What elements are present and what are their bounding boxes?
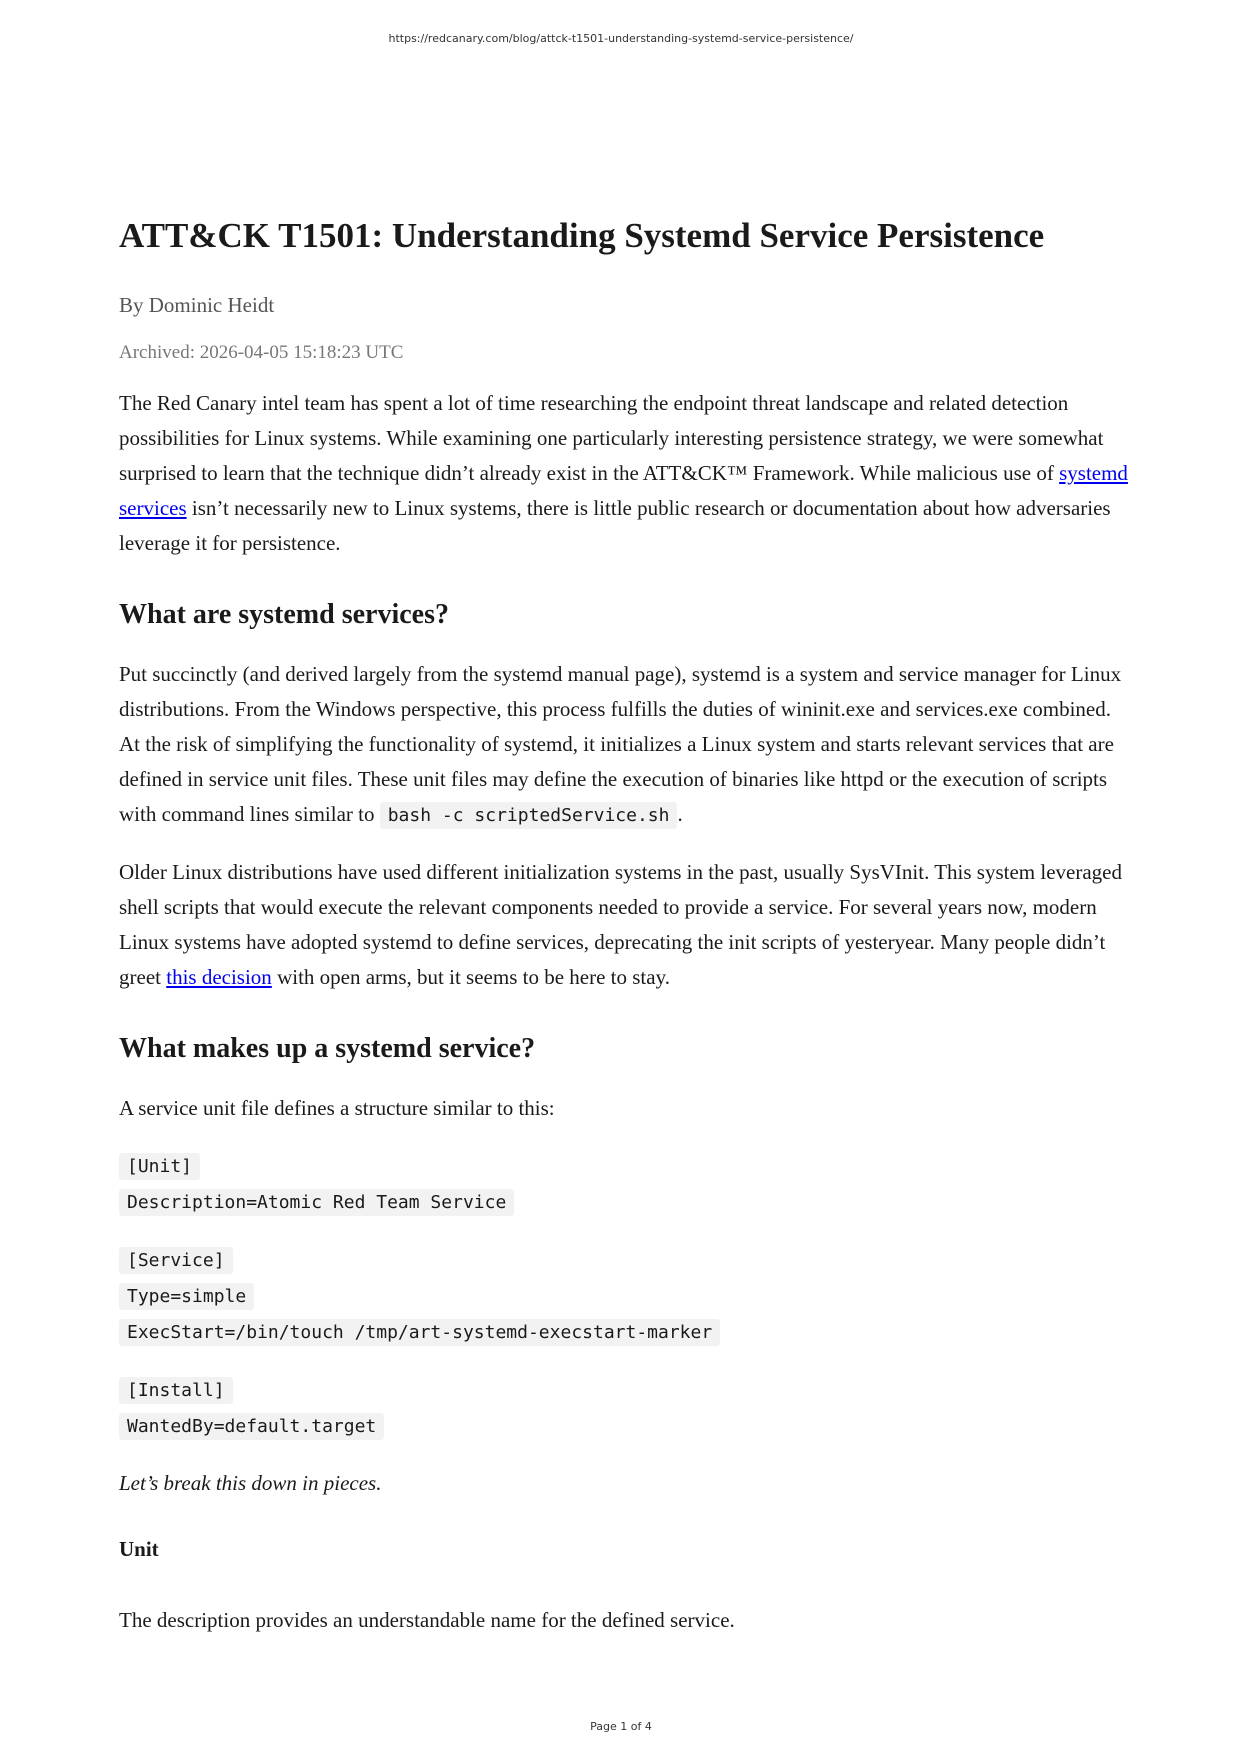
code-line: Type=simple (119, 1283, 254, 1310)
section-heading-systemd-services: What are systemd services? (119, 599, 449, 630)
code-group-install (119, 1372, 1129, 1444)
byline: By Dominic Heidt (119, 293, 275, 317)
unit-description-paragraph: The description provides an understandable name for the defined service. (119, 1608, 735, 1632)
code-group-unit (119, 1148, 1129, 1220)
inline-code: bash -c scriptedService.sh (380, 802, 678, 829)
breakdown-note: Let’s break this down in pieces. (119, 1471, 382, 1495)
page-url: https://redcanary.com/blog/attck-t1501-understanding-systemd-service-persistence/ (388, 32, 854, 45)
code-line: [Service] (119, 1247, 233, 1274)
this-decision-link[interactable]: this decision (166, 965, 272, 989)
article (119, 212, 1129, 1660)
intro-paragraph: The Red Canary intel team has spent a lot of time researching the endpoint threat landscape and related detection possibilities for Linux systems. While examining one particularly interesting persistence strategy, we were somewhat surprised to learn that the technique didn’t already exist in the ATT&CK™ Framework. While malicious use of systemd services isn’t necessarily new to Linux systems, there is little public research or documentation about how adversaries leverage it for persistence. (119, 391, 1128, 555)
code-line: WantedBy=default.target (119, 1413, 384, 1440)
code-group-service (119, 1242, 1129, 1350)
code-line: ExecStart=/bin/touch /tmp/art-systemd-execstart-marker (119, 1319, 720, 1346)
archived-date: Archived: 2026-04-05 15:18:23 UTC (119, 342, 404, 363)
subheading-unit: Unit (119, 1537, 159, 1561)
unit-file-intro: A service unit file defines a structure similar to this: (119, 1096, 555, 1120)
systemd-description-paragraph: Put succinctly (and derived largely from the systemd manual page), systemd is a system and service manager for Linux distributions. From the Windows perspective, this process fulfills the duties of wininit.exe and services.exe combined. At the risk of simplifying the functionality of systemd, it initializes a Linux system and starts relevant services that are defined in service unit files. These unit files may define the execution of binaries like httpd or the execution of scripts with command lines similar to bash -c scriptedService.sh . (119, 657, 1129, 833)
page-number: Page 1 of 4 (590, 1720, 652, 1733)
article-title: ATT&CK T1501: Understanding Systemd Service Persistence (119, 216, 1045, 255)
code-line: [Unit] (119, 1153, 200, 1180)
section-heading-systemd-service-structure: What makes up a systemd service? (119, 1033, 536, 1064)
older-distributions-paragraph: Older Linux distributions have used different initialization systems in the past, usually SysVInit. This system leveraged shell scripts that would execute the relevant components needed to provide a service. For several years now, modern Linux systems have adopted systemd to define services, deprecating the init scripts of yesteryear. Many people didn’t greet this decision with open arms, but it seems to be here to stay. (119, 860, 1122, 989)
code-line: Description=Atomic Red Team Service (119, 1189, 514, 1216)
systemd-services-link[interactable]: systemd services (119, 461, 1128, 520)
code-line: [Install] (119, 1377, 233, 1404)
